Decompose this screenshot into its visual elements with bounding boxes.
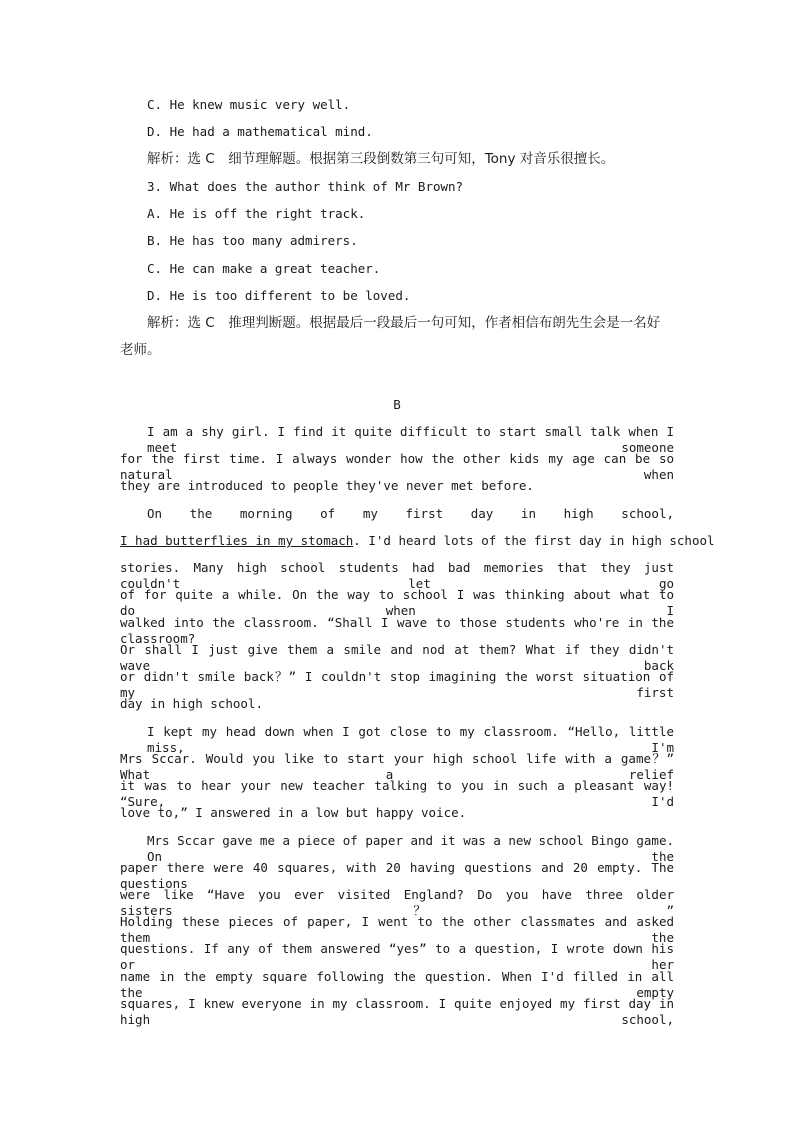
passage-line: were like “Have you ever visited England? Do you have three older sisters？” — [120, 887, 674, 918]
q3-analysis-line-2: 老师。 — [120, 342, 161, 358]
passage-line — [120, 533, 715, 549]
passage-line: of for quite a while. On the way to school I was thinking about what to do when I — [120, 587, 674, 618]
passage-line: stories. Many high school students had bad memories that they just couldn't let go — [120, 560, 674, 591]
passage-line: On the morning of my first day in high school, — [147, 506, 674, 521]
section-heading: B — [393, 397, 401, 412]
passage-line: or didn't smile back？” I couldn't stop imagining the worst situation of my first — [120, 669, 674, 700]
passage-line: name in the empty square following the question. When I'd filled in all the empty — [120, 969, 674, 1000]
passage-line: day in high school. — [120, 696, 263, 711]
q3-option-b: B. He has too many admirers. — [147, 233, 358, 248]
passage-line: squares, I knew everyone in my classroom. I quite enjoyed my first day in high school, — [120, 996, 674, 1027]
q3-analysis-line-1: 解析：选 C 推理判断题。根据最后一段最后一句可知，作者相信布朗先生会是一名好 — [147, 315, 661, 331]
q2-option-d: D. He had a mathematical mind. — [147, 124, 373, 139]
passage-line: I kept my head down when I got close to my classroom. “Hello, little miss, I'm — [147, 724, 674, 755]
q3-option-d: D. He is too different to be loved. — [147, 288, 411, 303]
passage-line: for the first time. I always wonder how the other kids my age can be so natural when — [120, 451, 674, 482]
q3-question: 3. What does the author think of Mr Brown? — [147, 179, 464, 194]
q3-option-a: A. He is off the right track. — [147, 206, 366, 221]
q2-analysis: 解析：选 C 细节理解题。根据第三段倒数第三句可知，Tony 对音乐很擅长。 — [147, 151, 615, 167]
passage-line: Mrs Sccar. Would you like to start your high school life with a game？” What a relief — [120, 751, 674, 782]
passage-line: Mrs Sccar gave me a piece of paper and it was a new school Bingo game. On the — [147, 833, 674, 864]
passage-line: I am a shy girl. I find it quite difficult to start small talk when I meet someone — [147, 424, 674, 455]
passage-text: . I'd heard lots of the first day in high school — [353, 533, 715, 548]
passage-line: questions. If any of them answered “yes” to a question, I wrote down his or her — [120, 941, 674, 972]
passage-line: love to,” I answered in a low but happy voice. — [120, 805, 467, 820]
passage-line: walked into the classroom. “Shall I wave to those students who're in the classroom? — [120, 615, 674, 646]
q3-option-c: C. He can make a great teacher. — [147, 261, 381, 276]
passage-line: it was to hear your new teacher talking to you in such a pleasant way! “Sure, I'd — [120, 778, 674, 809]
passage-line: Or shall I just give them a smile and nod at them? What if they didn't wave back — [120, 642, 674, 673]
passage-line: paper there were 40 squares, with 20 having questions and 20 empty. The questions — [120, 860, 674, 891]
passage-line: they are introduced to people they've never met before. — [120, 478, 534, 493]
passage-line: Holding these pieces of paper, I went to the other classmates and asked them the — [120, 914, 674, 945]
q2-option-c: C. He knew music very well. — [147, 97, 351, 112]
underlined-phrase: I had butterflies in my stomach — [120, 533, 354, 548]
